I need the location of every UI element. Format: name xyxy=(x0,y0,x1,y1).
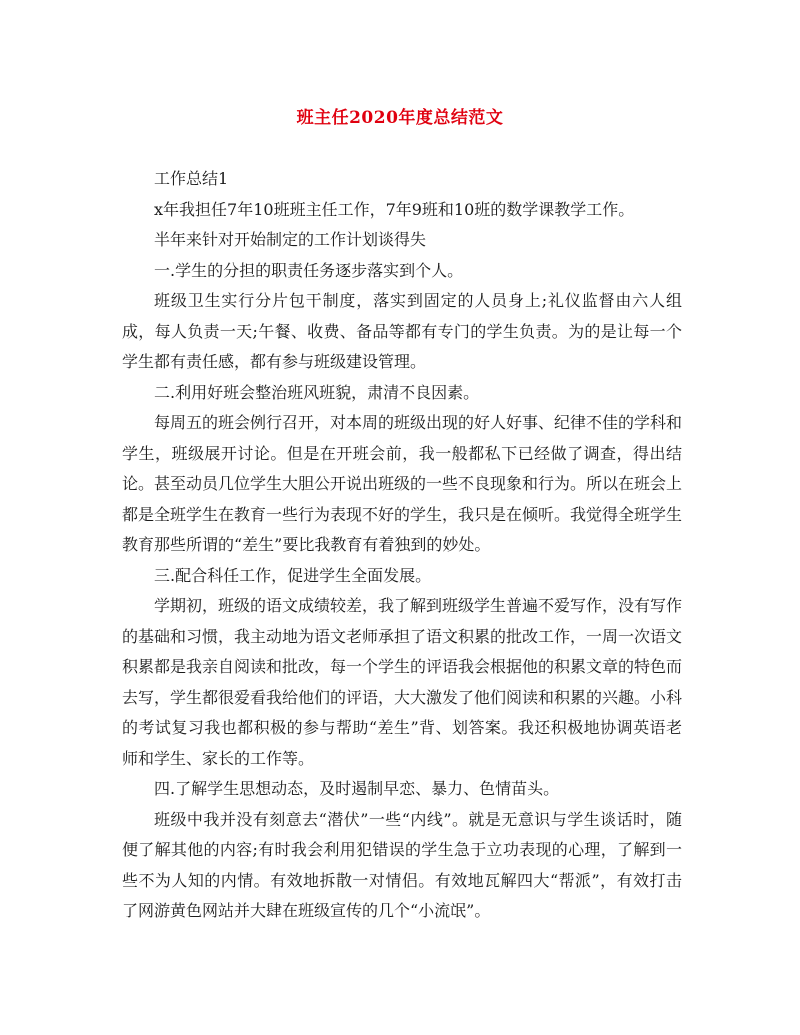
paragraph-heading: 工作总结1 xyxy=(154,169,229,188)
paragraph: 班级中我并没有刻意去“潜伏”一些“内线”。就是无意识与学生谈话时，随便了解其他的内容;有时我会利用犯错误的学生急于立功表现的心理，了解到一些不为人知的内情。有效地拆散一对情侣。有效地瓦解四大“帮派”，有效打击了网游黄色网站并大肆在班级宣传的几个“小流氓”。 xyxy=(122,809,682,920)
section-heading: 三.配合科任工作，促进学生全面发展。 xyxy=(154,565,432,585)
section-heading: 二.利用好班会整治班风班貌，肃清不良因素。 xyxy=(154,382,480,402)
section-heading: 四.了解学生思想动态，及时遏制早恋、暴力、色情苗头。 xyxy=(154,779,560,798)
paragraph: 半年来针对开始制定的工作计划谈得失 xyxy=(154,230,427,249)
paragraph: x年我担任7年10班班主任工作，7年9班和10班的数学课教学工作。 xyxy=(154,199,635,219)
paragraph: 班级卫生实行分片包干制度，落实到固定的人员身上;礼仪监督由六人组成，每人负责一天;午餐、收费、备品等都有专门的学生负责。为的是让每一个学生都有责任感，都有参与班级建设管理。 xyxy=(122,291,682,371)
document-title: 班主任2020年度总结范文 xyxy=(296,108,504,128)
section-heading: 一.学生的分担的职责任务逐步落实到个人。 xyxy=(154,260,464,280)
paragraph: 每周五的班会例行召开，对本周的班级出现的好人好事、纪律不佳的学科和学生，班级展开讨论。但是在开班会前，我一般都私下已经做了调查，得出结论。甚至动员几位学生大胆公开说出班级的一些不良现象和行为。所以在班会上都是全班学生在教育一些行为表现不好的学生，我只是在倾听。我觉得全班学生教育那些所谓的“差生”要比我教育有着独到的妙处。 xyxy=(122,413,683,554)
paragraph: 学期初，班级的语文成绩较差，我了解到班级学生普遍不爱写作，没有写作的基础和习惯，我主动地为语文老师承担了语文积累的批改工作，一周一次语文积累都是我亲自阅读和批改，每一个学生的评语我会根据他的积累文章的特色而去写，学生都很爱看我给他们的评语，大大激发了他们阅读和积累的兴趣。小科的考试复习我也都积极的参与帮助“差生”背、划答案。我还积极地协调英语老师和学生、家长的工作等。 xyxy=(122,596,683,768)
document-body xyxy=(122,164,682,927)
